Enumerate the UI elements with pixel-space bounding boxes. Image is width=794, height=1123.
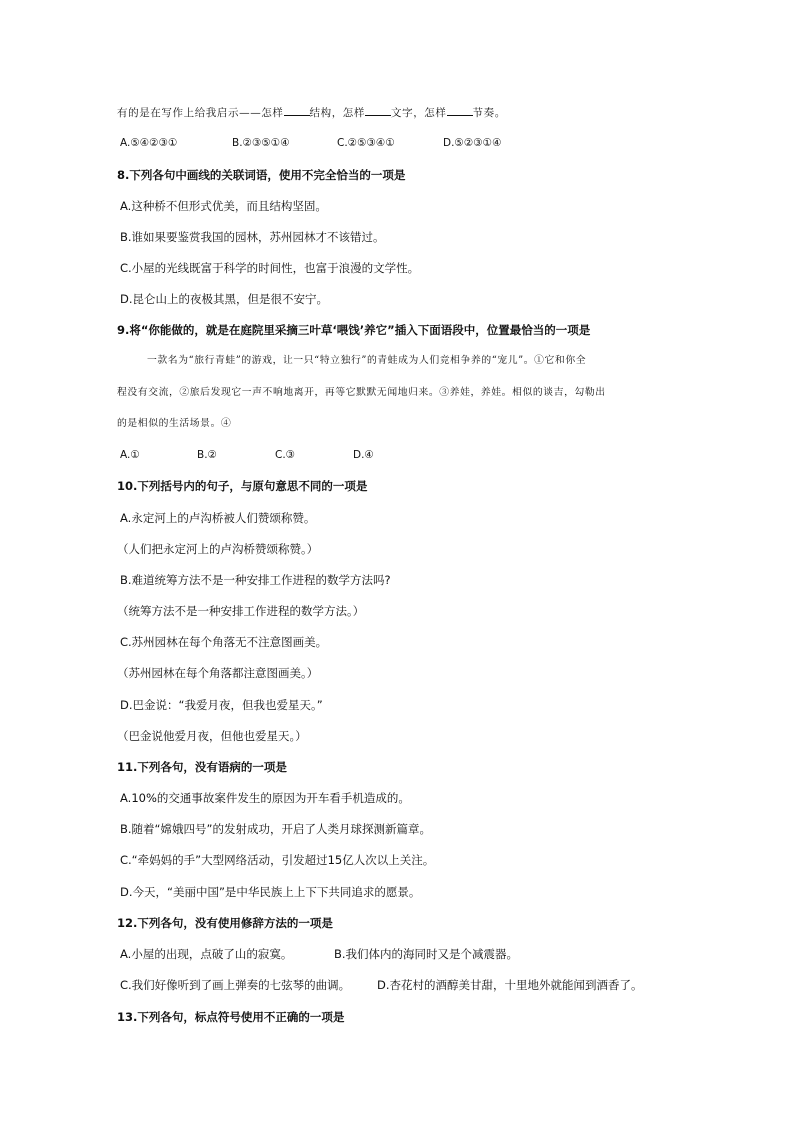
q7-blank-1 <box>284 104 310 116</box>
q9-option-d: D.④ <box>353 449 374 461</box>
q11-option-b: B.随着“嫦娥四号”的发射成功，开启了人类月球探测新篇章。 <box>120 822 431 836</box>
q8-option-d: D.昆仑山上的夜极其黑，但是很不安宁。 <box>120 292 329 306</box>
q10-option-b-paraphrase: （统筹方法不是一种安排工作进程的数学方法。） <box>117 604 365 618</box>
q9-passage-line-1: 一款名为“旅行青蛙”的游戏，让一只“特立独行”的青蛙成为人们竞相争养的“宠儿”。①它和你全 <box>147 355 587 366</box>
q7-option-d: D.⑤②③①④ <box>443 137 502 149</box>
q7-intro-part-3: 文字，怎样 <box>391 107 447 119</box>
q10-option-d-paraphrase: （巴金说他爱月夜，但他也爱星天。） <box>117 729 307 743</box>
q10-option-c-paraphrase: （苏州园林在每个角落都注意图画美。） <box>117 666 319 680</box>
q9-passage-line-2: 程没有交流，②旅后发现它一声不响地离开，再等它默默无闻地归来。③养娃，养娃。相似的谈吉，勾勒出 <box>117 387 606 398</box>
q10-option-c: C.苏州园林在每个角落无不注意图画美。 <box>120 635 328 649</box>
q12-stem: 12.下列各句，没有使用修辞方法的一项是 <box>117 916 333 930</box>
q12-option-b: B.我们体内的海同时又是个减震器。 <box>334 947 519 961</box>
q10-option-a: A.永定河上的卢沟桥被人们赞颂称赞。 <box>120 511 316 525</box>
q12-option-c: C.我们好像听到了画上弹奏的七弦琴的曲调。 <box>120 978 351 992</box>
q10-stem: 10.下列括号内的句子，与原句意思不同的一项是 <box>117 479 368 493</box>
q13-stem: 13.下列各句，标点符号使用不正确的一项是 <box>117 1010 345 1024</box>
q7-intro-part-2: 结构，怎样 <box>309 107 365 119</box>
q7-intro-part-4: 节奏。 <box>472 107 506 119</box>
q7-intro <box>117 104 506 120</box>
q11-stem: 11.下列各句，没有语病的一项是 <box>117 760 287 774</box>
q7-option-a: A.⑤④②③① <box>120 137 178 149</box>
q9-option-a: A.① <box>120 449 140 461</box>
q7-intro-part-1: 有的是在写作上给我启示——怎样 <box>117 107 284 119</box>
q8-option-a: A.这种桥不但形式优美，而且结构坚固。 <box>120 199 327 213</box>
q8-option-c: C.小屋的光线既富于科学的时间性，也富于浪漫的文学性。 <box>120 261 420 275</box>
q10-option-b: B.难道统筹方法不是一种安排工作进程的数学方法吗? <box>120 573 391 587</box>
q11-option-c: C.“牵妈妈的手”大型网络活动，引发超过15亿人次以上关注。 <box>120 853 435 867</box>
q12-option-d: D.杏花村的酒醇美甘甜，十里地外就能闻到酒香了。 <box>377 978 643 992</box>
q7-blank-2 <box>365 104 391 116</box>
q9-stem: 9.将“你能做的，就是在庭院里采摘三叶草‘喂饯’养它”插入下面语段中，位置最恰当的一项是 <box>117 323 591 337</box>
q9-option-b: B.② <box>197 449 217 461</box>
q8-stem: 8.下列各句中画线的关联词语，使用不完全恰当的一项是 <box>117 168 406 182</box>
q9-passage-line-3: 的是相似的生活场景。④ <box>117 418 232 429</box>
q8-option-b: B.谁如果要鉴赏我国的园林，苏州园林才不该错过。 <box>120 230 385 244</box>
q12-option-a: A.小屋的出现，点破了山的寂寞。 <box>120 947 293 961</box>
q11-option-a: A.10%的交通事故案件发生的原因为开车看手机造成的。 <box>120 791 410 805</box>
q7-option-b: B.②③⑤①④ <box>232 137 290 149</box>
q10-option-d: D.巴金说：“我爱月夜，但我也爱星天。” <box>120 698 323 712</box>
q10-option-a-paraphrase: （人们把永定河上的卢沟桥赞颂称赞。） <box>117 542 319 556</box>
q11-option-d: D.今天，“美丽中国”是中华民族上上下下共同追求的愿景。 <box>120 885 421 899</box>
q7-blank-3 <box>447 104 473 116</box>
q9-option-c: C.③ <box>275 449 296 461</box>
q7-option-c: C.②⑤③④① <box>337 137 395 149</box>
